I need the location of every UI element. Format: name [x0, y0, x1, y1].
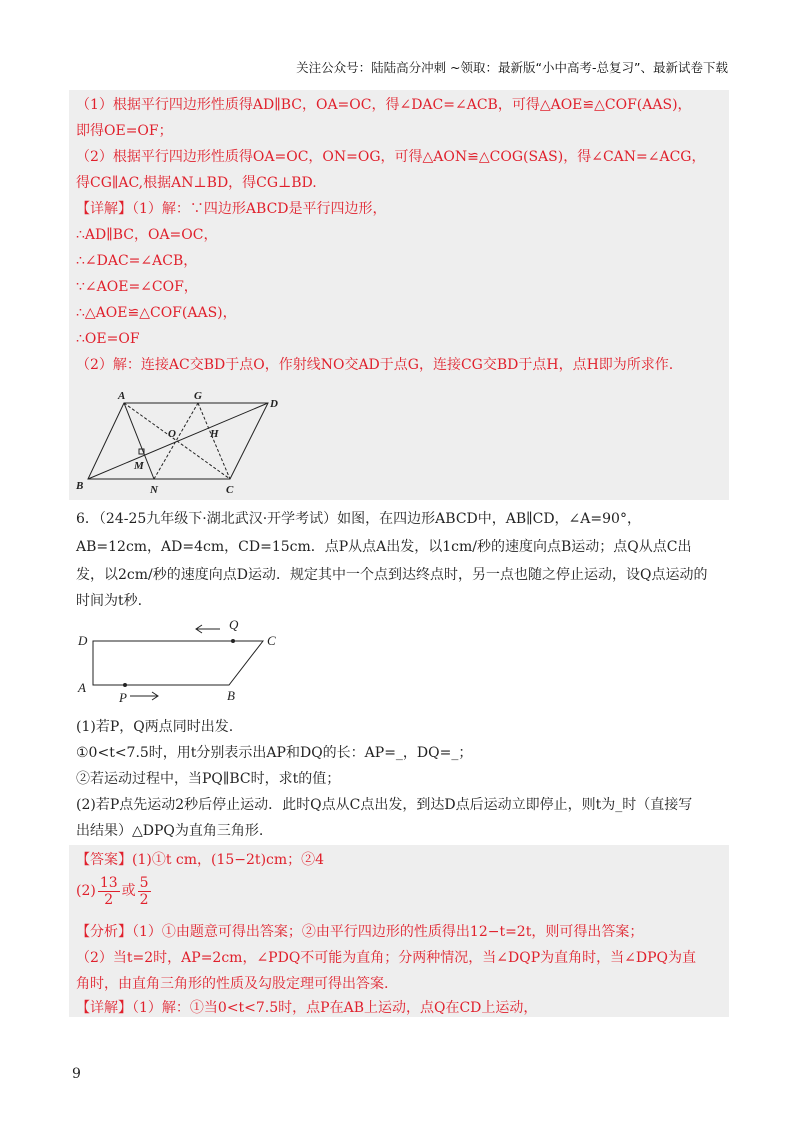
point-p [123, 683, 127, 687]
fraction-13-over-2 [98, 875, 120, 908]
question-1: (1)若P，Q两点同时出发. [76, 719, 234, 735]
problem-6-line-4: 时间为t秒. [76, 593, 143, 609]
point-q [231, 639, 235, 643]
fraction-1-denominator: 2 [104, 891, 114, 908]
hint-line-2a: （2）根据平行四边形性质得OA=OC，ON=OG，可得△AON≌△COG(SAS)，得∠CAN=∠ACG， [76, 149, 706, 165]
label-m: M [134, 460, 144, 472]
fraction-5-over-2 [138, 875, 151, 908]
answer-part-2-prefix: (2) [76, 883, 96, 899]
detail-tag: 【详解】 [76, 201, 132, 217]
answer-tag: 【答案】 [76, 852, 132, 868]
problem-6-line-2: AB=12cm，AD=4cm，CD=15cm．点P从点A出发，以1cm/秒的速度向点B运动；点Q从点C出 [76, 539, 692, 555]
label-c: C [226, 484, 234, 496]
analysis-line-3: 角时，由直角三角形的性质及勾股定理可得出答案. [76, 976, 389, 992]
answer-line-1 [76, 850, 324, 870]
step-5: ∴OE=OF [76, 331, 140, 347]
detail-text-6: （1）解：①当0<t<7.5时，点P在AB上运动，点Q在CD上运动， [132, 1000, 538, 1016]
ray-ng [154, 403, 198, 479]
label-a2: A [78, 680, 86, 695]
label-o: O [168, 428, 176, 440]
detail-line [76, 199, 387, 219]
detail-line-6 [76, 998, 537, 1018]
part-2-line: （2）解：连接AC交BD于点O，作射线NO交AD于点G，连接CG交BD于点H，点H即为所求作. [76, 357, 674, 373]
fraction-1-numerator: 13 [99, 874, 118, 891]
label-n: N [150, 484, 158, 496]
page-header: 关注公众号：陆陆高分冲刺 ~领取：最新版“小中高考-总复习”、最新试卷下载 [296, 60, 728, 75]
analysis-line-2: （2）当t=2时，AP=2cm，∠PDQ不可能为直角；分两种情况，当∠DQP为直角时，当∠DPQ为直 [76, 950, 697, 966]
analysis-tag: 【分析】 [76, 924, 132, 940]
step-4: ∴△AOE≌△COF(AAS)， [76, 305, 237, 321]
answer-part-1: (1)①t cm，(15−2t)cm；②4 [132, 852, 325, 868]
label-h: H [210, 428, 219, 440]
label-b: B [76, 480, 84, 492]
fraction-2-denominator: 2 [139, 891, 149, 908]
label-a: A [118, 390, 126, 402]
step-3: ∵∠AOE=∠COF， [76, 279, 198, 295]
label-d: D [270, 398, 278, 410]
detail-tag-6: 【详解】 [76, 1000, 132, 1016]
detail-head: （1）解：∵四边形ABCD是平行四边形， [132, 201, 387, 217]
trapezoid-figure [74, 612, 294, 707]
step-1: ∴AD∥BC，OA=OC， [76, 227, 218, 243]
step-2: ∴∠DAC=∠ACB， [76, 253, 198, 269]
page-number: 9 [72, 1066, 81, 1082]
hint-line-2b: 得CG∥AC,根据AN⊥BD，得CG⊥BD. [76, 175, 317, 191]
problem-6-line-3: 发，以2cm/秒的速度向点D运动．规定其中一个点到达终点时，另一点也随之停止运动，设Q点运动的 [76, 567, 708, 583]
answer-line-2 [76, 874, 153, 908]
hint-line-1b: 即得OE=OF； [76, 123, 173, 139]
question-2b: 出结果）△DPQ为直角三角形. [76, 823, 264, 839]
label-c2: C [267, 633, 276, 648]
analysis-line-1 [76, 922, 643, 942]
trapezoid-outline [93, 641, 263, 685]
problem-6-line-1: 6．（24-25九年级下·湖北武汉·开学考试）如图，在四边形ABCD中，AB∥CD，∠A=90°， [76, 511, 641, 527]
label-g: G [194, 390, 202, 402]
label-p: P [119, 690, 127, 705]
diagonal-bd [88, 403, 268, 479]
label-b2: B [227, 688, 235, 703]
label-q: Q [229, 617, 239, 632]
fraction-2-numerator: 5 [139, 874, 149, 891]
question-1a: ①0<t<7.5时，用t分别表示出AP和DQ的长：AP=_，DQ=_； [76, 745, 473, 761]
question-2a: (2)若P点先运动2秒后停止运动．此时Q点从C点出发，到达D点后运动立即停止，则t为_时（直接写 [76, 797, 693, 813]
hint-line-1a: （1）根据平行四边形性质得AD∥BC，OA=OC，得∠DAC=∠ACB，可得△AOE≌△COF(AAS)， [76, 97, 692, 113]
question-1b: ②若运动过程中，当PQ∥BC时，求t的值； [76, 771, 341, 787]
parallelogram-figure [70, 385, 290, 500]
answer-or: 或 [121, 883, 136, 899]
label-d2: D [78, 633, 88, 648]
analysis-text-1: （1）①由题意可得出答案；②由平行四边形的性质得出12−t=2t，则可得出答案； [132, 924, 644, 940]
